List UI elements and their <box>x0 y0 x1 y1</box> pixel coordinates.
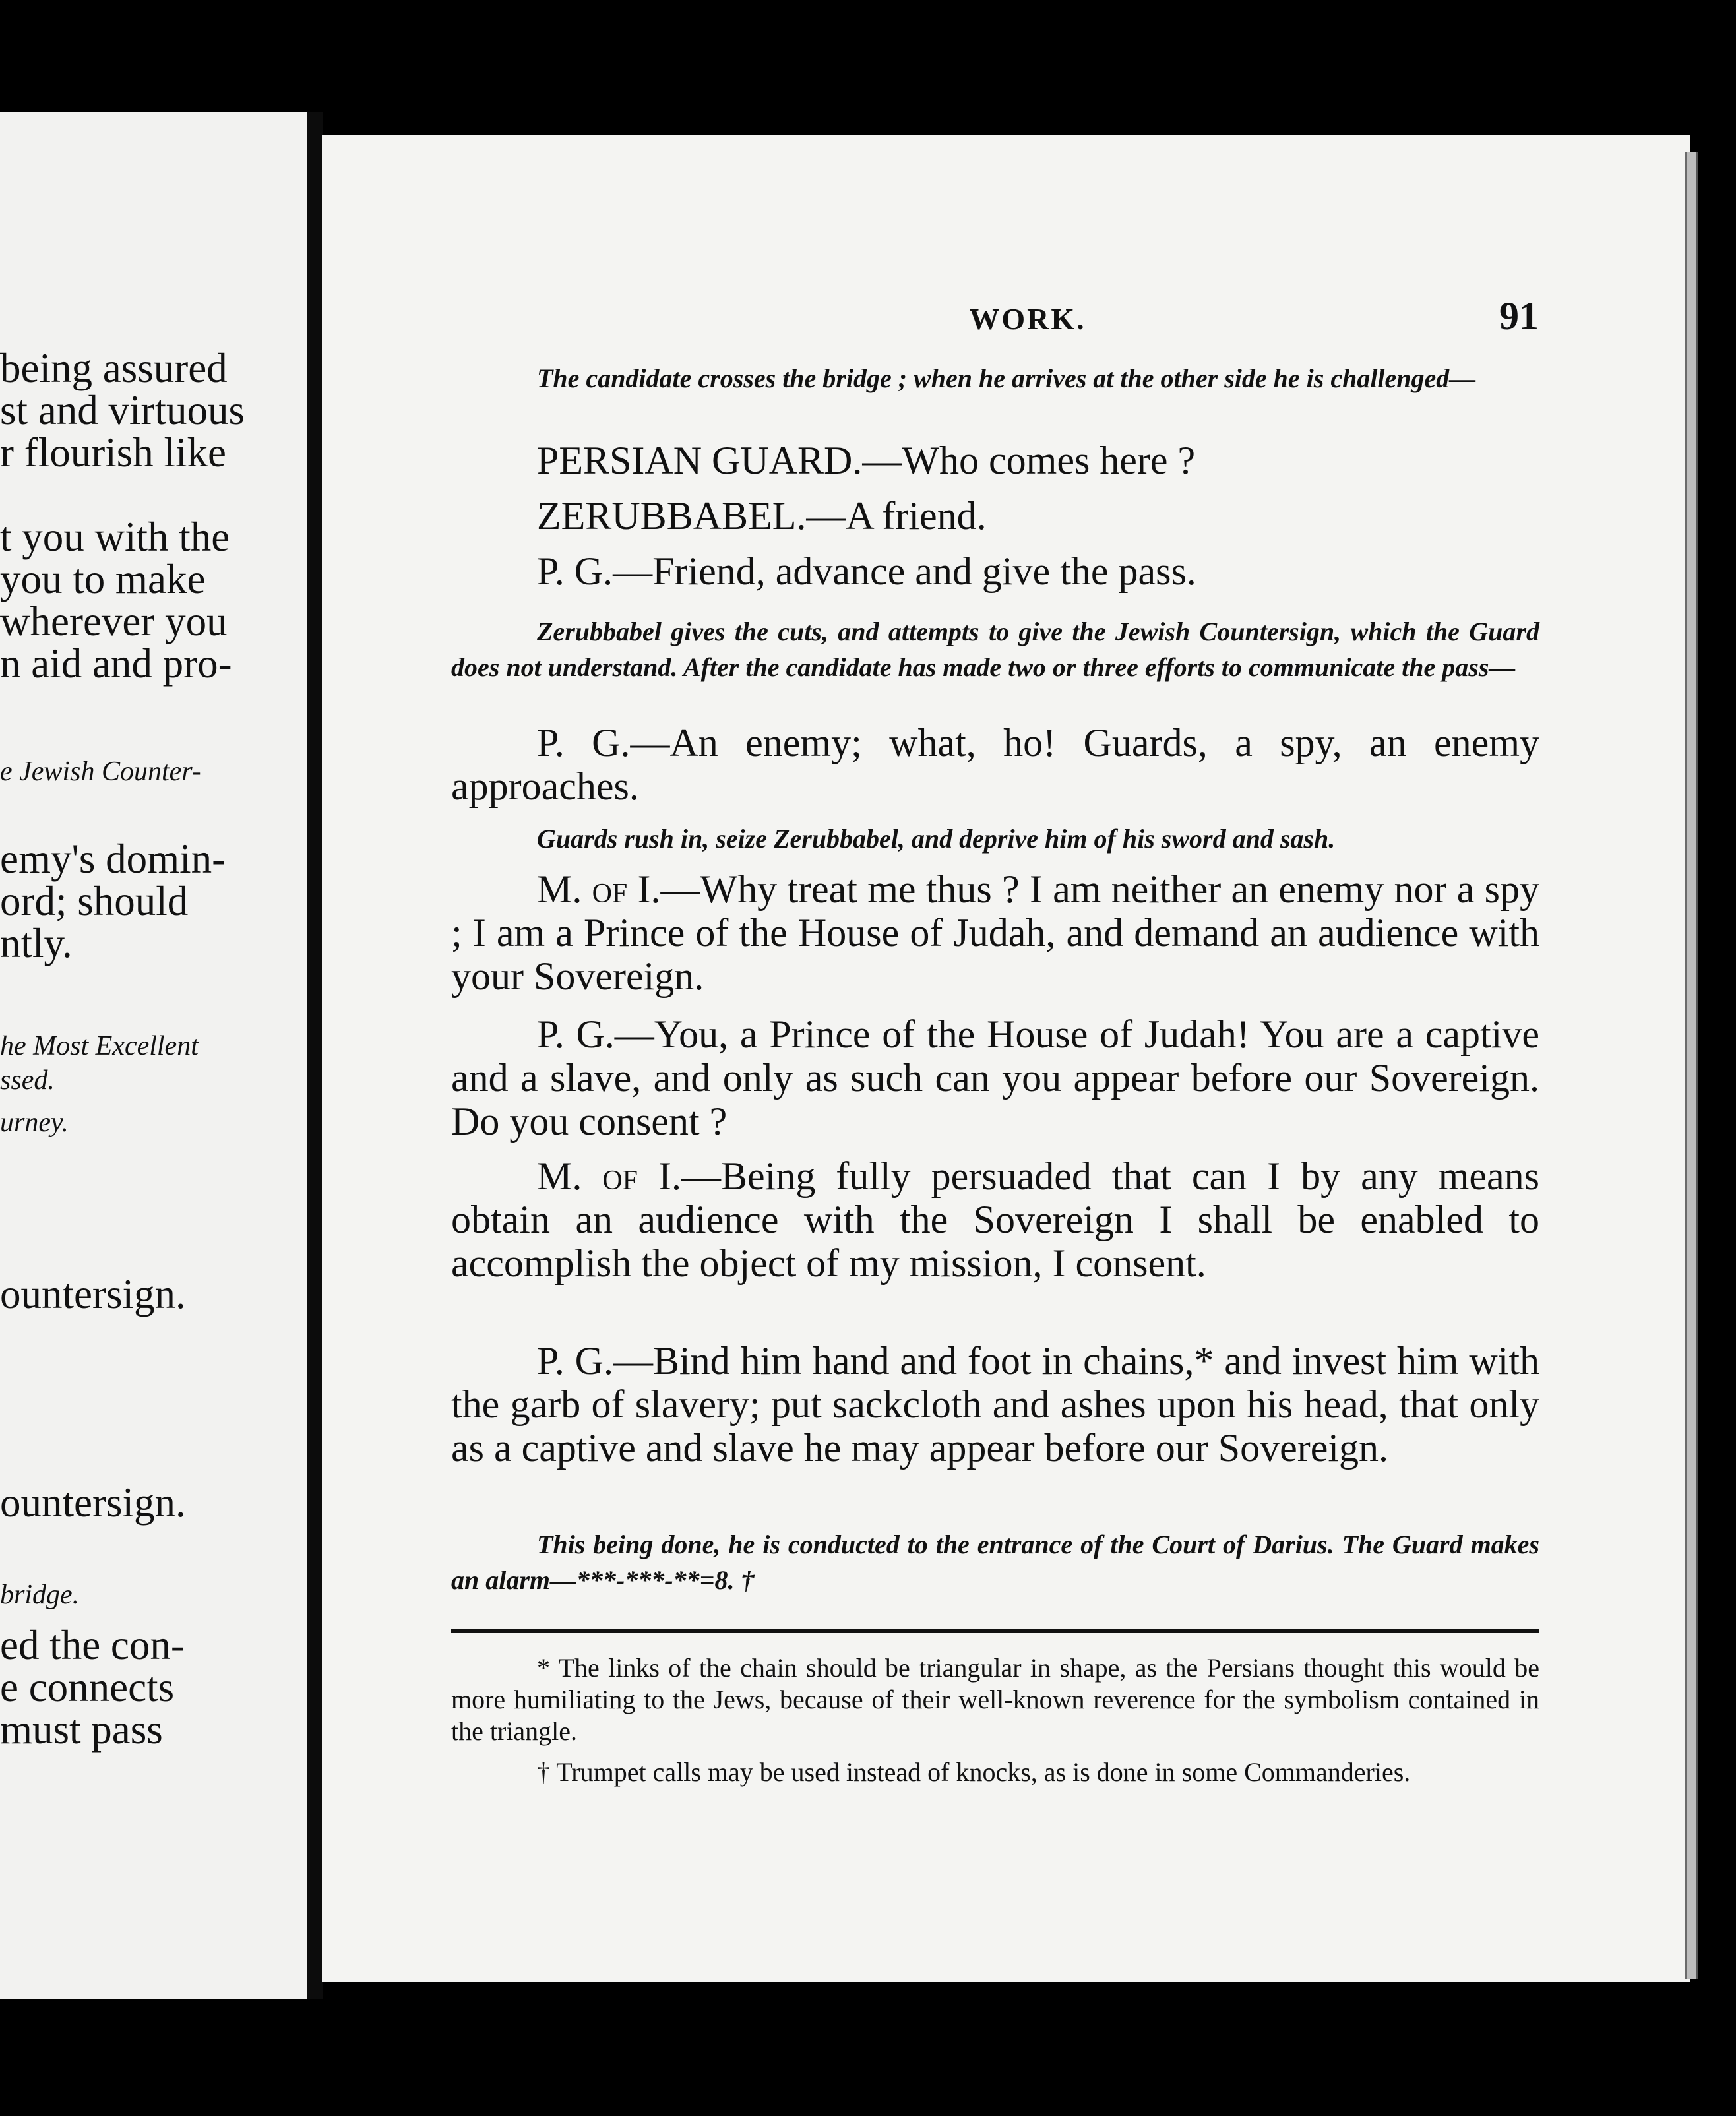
footnote: † Trumpet calls may be used instead of knocks, as is done in some Commanderies. <box>537 1757 1411 1787</box>
dialogue-line <box>451 867 1539 998</box>
left-text-fragment: you to make <box>0 556 206 602</box>
left-text-fragment: bridge. <box>0 1580 80 1610</box>
speech: —Friend, advance and give the pass. <box>613 549 1196 593</box>
dialogue-line <box>451 721 1539 808</box>
left-text-fragment: must pass <box>0 1706 163 1753</box>
book-spine <box>307 112 323 1999</box>
running-header: WORK. <box>969 302 1086 336</box>
left-text-fragment: wherever you <box>0 598 228 644</box>
speaker: P. G. <box>537 721 631 764</box>
left-page <box>0 112 307 1999</box>
dialogue-line <box>451 1339 1539 1470</box>
left-text-fragment: ord; should <box>0 878 189 924</box>
stage-direction: Zerubbabel gives the cuts, and attempts to give the Jewish Countersign, which the Guard does not understand. After the candidate has made two or three efforts to communicate the pass— <box>451 617 1539 682</box>
dialogue-line <box>451 494 1539 538</box>
left-text-fragment: ed the con- <box>0 1622 185 1668</box>
speaker: P. G. <box>537 1339 613 1383</box>
stage-direction: The candidate crosses the bridge ; when he arrives at the other side he is challenged— <box>537 363 1476 393</box>
left-text-fragment: emy's domin- <box>0 836 226 882</box>
speaker: ZERUBBABEL. <box>537 494 807 538</box>
left-text-fragment: ntly. <box>0 920 73 966</box>
left-text-fragment: urney. <box>0 1107 69 1138</box>
left-text-fragment: r flourish like <box>0 429 226 476</box>
left-text-fragment: e connects <box>0 1664 175 1710</box>
footnote: * The links of the chain should be triangular in shape, as the Persians thought this would be more humiliating to the Jews, because of their well-known reverence for the symbolism contained in the triangle. <box>451 1653 1539 1746</box>
right-page <box>322 135 1690 1982</box>
speaker: P. G. <box>537 1012 615 1056</box>
dialogue-line <box>451 439 1539 482</box>
speaker: M. of I. <box>537 1154 682 1198</box>
speech: —Being fully persuaded that can I by any means obtain an audience with the Sovereign I shall be enabled to accomplish the object of my mission, I consent. <box>451 1154 1539 1285</box>
speech: —Who comes here ? <box>862 439 1196 482</box>
left-text-fragment: e Jewish Counter- <box>0 757 201 787</box>
left-text-fragment: ountersign. <box>0 1271 186 1317</box>
left-text-fragment: being assured <box>0 345 228 391</box>
left-text-fragment: st and virtuous <box>0 387 245 433</box>
speech: —Why treat me thus ? I am neither an enemy nor a spy ; I am a Prince of the House of Judah, and demand an audience with your Sovereign. <box>451 867 1539 998</box>
page-number: 91 <box>1499 294 1539 338</box>
dialogue-line <box>451 1012 1539 1143</box>
dialogue-line <box>451 549 1539 593</box>
left-text-fragment: n aid and pro- <box>0 640 232 687</box>
speech: —You, a Prince of the House of Judah! You are a captive and a slave, and only as such can you appear before our Sovereign. Do you consent ? <box>451 1012 1539 1143</box>
speaker: M. of I. <box>537 867 661 911</box>
stage-direction: This being done, he is conducted to the entrance of the Court of Darius. The Guard makes an alarm—***-***-**=8. † <box>451 1530 1539 1595</box>
speech: —Bind him hand and foot in chains,* and invest him with the garb of slavery; put sackcloth and ashes upon his head, that only as a captive and slave he may appear before our Sovereign. <box>451 1339 1539 1470</box>
page-stack-edge <box>1685 152 1698 1979</box>
speech: —An enemy; what, ho! Guards, a spy, an enemy approaches. <box>451 721 1539 808</box>
dialogue-line <box>451 1154 1539 1285</box>
left-text-fragment: ssed. <box>0 1065 55 1096</box>
left-text-fragment: ountersign. <box>0 1479 186 1526</box>
speaker: P. G. <box>537 549 613 593</box>
stage-direction: Guards rush in, seize Zerubbabel, and deprive him of his sword and sash. <box>537 824 1336 854</box>
left-text-fragment: t you with the <box>0 514 230 560</box>
left-text-fragment: he Most Excellent <box>0 1031 199 1061</box>
footnote-rule <box>451 1629 1539 1633</box>
speaker: PERSIAN GUARD. <box>537 439 863 482</box>
speech: —A friend. <box>806 494 987 538</box>
